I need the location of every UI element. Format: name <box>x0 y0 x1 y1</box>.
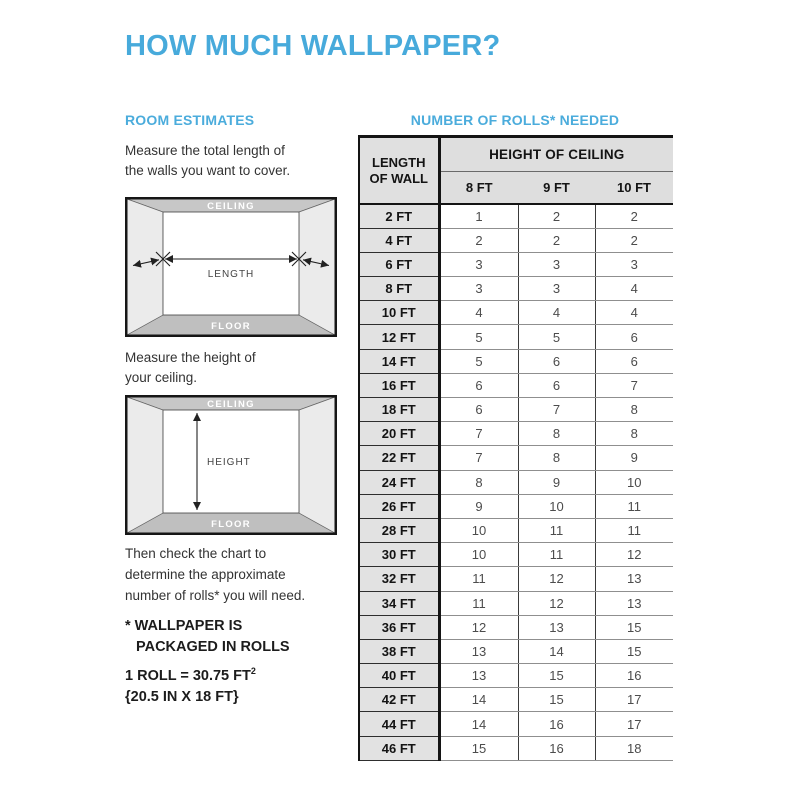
table-row <box>359 518 673 542</box>
left-wall <box>127 199 163 335</box>
roll-count-cell: 6 <box>595 325 673 349</box>
table-row <box>359 228 673 252</box>
roll-count-cell: 5 <box>439 325 518 349</box>
step3-line2: determine the approximate <box>125 567 286 582</box>
wall-length-label: 12 FT <box>359 325 439 349</box>
roll-count-cell: 3 <box>518 252 595 276</box>
wall-length-label: 38 FT <box>359 639 439 663</box>
roll-count-cell: 8 <box>595 422 673 446</box>
roll-count-cell: 9 <box>595 446 673 470</box>
back-wall <box>163 212 299 315</box>
wall-length-label: 28 FT <box>359 518 439 542</box>
roll-count-cell: 4 <box>518 301 595 325</box>
rolls-lookup-table <box>358 135 673 761</box>
roll-count-cell: 3 <box>595 252 673 276</box>
table-row <box>359 349 673 373</box>
roll-count-cell: 13 <box>595 567 673 591</box>
step1-line1: Measure the total length of <box>125 143 285 158</box>
step3-instruction <box>125 543 355 606</box>
roll-count-cell: 15 <box>595 639 673 663</box>
roll-spec-line2: {20.5 IN X 18 FT} <box>125 688 239 705</box>
column-header-9ft: 9 FT <box>518 172 595 205</box>
roll-count-cell: 13 <box>595 591 673 615</box>
roll-count-cell: 5 <box>439 349 518 373</box>
wall-length-label: 26 FT <box>359 494 439 518</box>
roll-count-cell: 12 <box>439 615 518 639</box>
rolls-table <box>358 135 673 761</box>
wall-length-label: 32 FT <box>359 567 439 591</box>
table-row <box>359 373 673 397</box>
roll-count-cell: 11 <box>518 543 595 567</box>
roll-count-cell: 16 <box>518 712 595 736</box>
wall-length-label: 22 FT <box>359 446 439 470</box>
packaging-note-line2: PACKAGED IN ROLLS <box>136 639 290 655</box>
roll-count-cell: 9 <box>518 470 595 494</box>
roll-count-cell: 6 <box>518 349 595 373</box>
wall-length-label: 2 FT <box>359 204 439 228</box>
roll-count-cell: 9 <box>439 494 518 518</box>
floor-label: FLOOR <box>211 321 251 332</box>
step1-line2: the walls you want to cover. <box>125 163 291 178</box>
right-wall <box>299 199 335 335</box>
roll-count-cell: 15 <box>595 615 673 639</box>
table-row <box>359 615 673 639</box>
roll-count-cell: 2 <box>439 228 518 252</box>
roll-count-cell: 10 <box>595 470 673 494</box>
roll-count-cell: 12 <box>518 567 595 591</box>
wall-length-label: 36 FT <box>359 615 439 639</box>
length-measure-label: LENGTH <box>207 269 255 280</box>
roll-count-cell: 4 <box>595 301 673 325</box>
roll-count-cell: 12 <box>595 543 673 567</box>
roll-count-cell: 15 <box>518 664 595 688</box>
floor-label: FLOOR <box>211 519 251 530</box>
wall-length-label: 34 FT <box>359 591 439 615</box>
roll-spec-sup: 2 <box>250 666 256 676</box>
roll-spec-main: 1 ROLL = 30.75 FT <box>125 667 251 684</box>
roll-count-cell: 13 <box>439 639 518 663</box>
roll-count-cell: 11 <box>439 591 518 615</box>
roll-count-cell: 14 <box>518 639 595 663</box>
corner-header <box>359 137 439 205</box>
table-row <box>359 543 673 567</box>
roll-count-cell: 13 <box>518 615 595 639</box>
roll-count-cell: 1 <box>439 204 518 228</box>
roll-count-cell: 8 <box>518 422 595 446</box>
roll-count-cell: 3 <box>439 252 518 276</box>
roll-count-cell: 8 <box>595 398 673 422</box>
roll-count-cell: 11 <box>439 567 518 591</box>
table-row <box>359 688 673 712</box>
wall-length-label: 40 FT <box>359 664 439 688</box>
roll-count-cell: 5 <box>518 325 595 349</box>
roll-count-cell: 3 <box>439 277 518 301</box>
table-row <box>359 639 673 663</box>
header-row-group <box>359 137 673 172</box>
step2-line2: your ceiling. <box>125 370 198 385</box>
wall-length-label: 14 FT <box>359 349 439 373</box>
wall-length-label: 42 FT <box>359 688 439 712</box>
page-title: HOW MUCH WALLPAPER? <box>125 30 501 62</box>
roll-count-cell: 6 <box>518 373 595 397</box>
group-header: HEIGHT OF CEILING <box>439 137 673 172</box>
packaging-note <box>125 616 290 658</box>
roll-count-cell: 2 <box>595 204 673 228</box>
wall-length-label: 46 FT <box>359 736 439 760</box>
step3-line1: Then check the chart to <box>125 546 267 561</box>
table-row <box>359 252 673 276</box>
roll-count-cell: 16 <box>595 664 673 688</box>
room-estimates-heading: ROOM ESTIMATES <box>125 112 255 128</box>
roll-count-cell: 10 <box>518 494 595 518</box>
right-wall <box>299 397 335 533</box>
roll-count-cell: 4 <box>439 301 518 325</box>
table-row <box>359 204 673 228</box>
table-row <box>359 277 673 301</box>
roll-count-cell: 13 <box>439 664 518 688</box>
rolls-needed-heading: NUMBER OF ROLLS* NEEDED <box>410 112 620 128</box>
table-row <box>359 325 673 349</box>
roll-count-cell: 15 <box>518 688 595 712</box>
roll-count-cell: 4 <box>595 277 673 301</box>
roll-count-cell: 2 <box>595 228 673 252</box>
table-row <box>359 422 673 446</box>
roll-count-cell: 14 <box>439 712 518 736</box>
roll-count-cell: 3 <box>518 277 595 301</box>
roll-count-cell: 7 <box>439 422 518 446</box>
table-row <box>359 398 673 422</box>
roll-count-cell: 2 <box>518 228 595 252</box>
roll-count-cell: 11 <box>595 494 673 518</box>
rolls-table-body <box>359 204 673 760</box>
roll-count-cell: 17 <box>595 688 673 712</box>
table-row <box>359 494 673 518</box>
step3-line3: number of rolls* you will need. <box>125 588 306 603</box>
roll-count-cell: 11 <box>518 518 595 542</box>
wall-length-label: 24 FT <box>359 470 439 494</box>
roll-count-cell: 12 <box>518 591 595 615</box>
wall-length-label: 20 FT <box>359 422 439 446</box>
roll-count-cell: 7 <box>439 446 518 470</box>
roll-spec <box>125 661 256 708</box>
wall-length-label: 6 FT <box>359 252 439 276</box>
roll-count-cell: 8 <box>439 470 518 494</box>
column-header-8ft: 8 FT <box>439 172 518 205</box>
ceiling-label: CEILING <box>207 201 255 212</box>
roll-count-cell: 7 <box>518 398 595 422</box>
roll-count-cell: 6 <box>439 398 518 422</box>
roll-count-cell: 8 <box>518 446 595 470</box>
wall-length-label: 10 FT <box>359 301 439 325</box>
step1-instruction <box>125 141 355 181</box>
roll-count-cell: 7 <box>595 373 673 397</box>
roll-count-cell: 6 <box>595 349 673 373</box>
wall-length-label: 18 FT <box>359 398 439 422</box>
table-row <box>359 664 673 688</box>
wall-length-label: 44 FT <box>359 712 439 736</box>
corner-header-line2: OF WALL <box>369 170 428 186</box>
wall-length-label: 4 FT <box>359 228 439 252</box>
roll-count-cell: 14 <box>439 688 518 712</box>
ceiling-label: CEILING <box>207 399 255 410</box>
table-row <box>359 736 673 760</box>
roll-count-cell: 10 <box>439 518 518 542</box>
wall-length-label: 30 FT <box>359 543 439 567</box>
table-row <box>359 591 673 615</box>
roll-count-cell: 11 <box>595 518 673 542</box>
left-wall <box>127 397 163 533</box>
roll-count-cell: 18 <box>595 736 673 760</box>
table-row <box>359 446 673 470</box>
height-measure-label: HEIGHT <box>207 457 251 468</box>
table-row <box>359 567 673 591</box>
step2-instruction <box>125 348 355 388</box>
room-length-diagram <box>125 197 337 337</box>
column-header-10ft: 10 FT <box>595 172 673 205</box>
roll-count-cell: 6 <box>439 373 518 397</box>
room-height-diagram <box>125 395 337 535</box>
packaging-note-line1: * WALLPAPER IS <box>125 618 243 634</box>
roll-count-cell: 15 <box>439 736 518 760</box>
roll-count-cell: 16 <box>518 736 595 760</box>
corner-header-line1: LENGTH <box>372 154 426 170</box>
wall-length-label: 16 FT <box>359 373 439 397</box>
table-row <box>359 712 673 736</box>
roll-count-cell: 2 <box>518 204 595 228</box>
roll-count-cell: 17 <box>595 712 673 736</box>
step2-line1: Measure the height of <box>125 350 256 365</box>
wall-length-label: 8 FT <box>359 277 439 301</box>
roll-count-cell: 10 <box>439 543 518 567</box>
table-row <box>359 301 673 325</box>
table-row <box>359 470 673 494</box>
roll-spec-line1 <box>125 661 256 687</box>
